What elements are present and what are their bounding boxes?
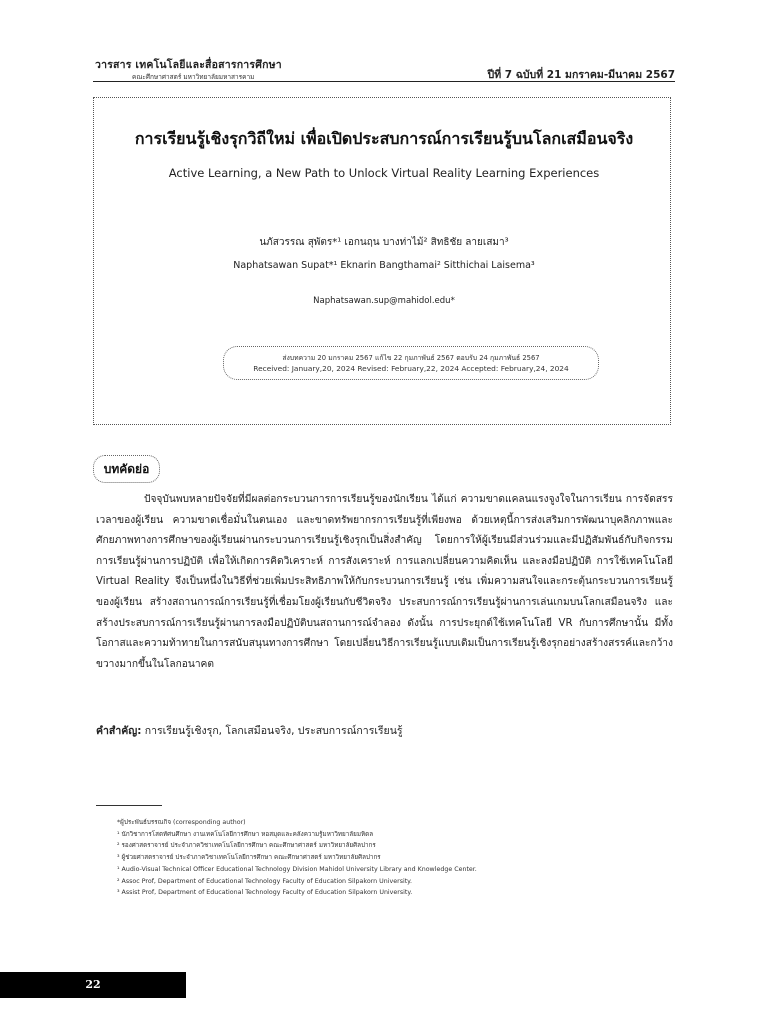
submission-dates-thai: ส่งบทความ 20 มกราคม 2567 แก้ไข 22 กุมภาพันธ์ 2567 ตอบรับ 24 กุมภาพันธ์ 2567 <box>282 354 540 362</box>
abstract-body: ปัจจุบันพบหลายปัจจัยที่มีผลต่อกระบวนการการเรียนรู้ของนักเรียน ได้แก่ ความขาดแคลนแรงจูงใจในการเรียน การจัดสรรเวลาของผู้เรียน ความขาดเชื่อมั่นในตนเอง และขาดทรัพยากรการเรียนรู้ที่เพียงพอ ด้วยเหตุนี้การส่งเสริมการพัฒนาบุคลิกภาพและศักยภาพทางการศึกษาของผู้เรียนผ่านกระบวนการเรียนรู้เชิงรุกเป็นสิ่งสำคัญ โดยการให้ผู้เรียนมีส่วนร่วมและมีปฏิสัมพันธ์กับกิจกรรมการเรียนรู้ผ่านการปฏิบัติ เพื่อให้เกิดการคิดวิเคราะห์ การสังเคราะห์ การแลกเปลี่ยนความคิดเห็น และลงมือปฏิบัติ การใช้เทคโนโลยี Virtual Reality จึงเป็นหนึ่งในวิธีที่ช่วยเพิ่มประสิทธิภาพให้กับกระบวนการเรียนรู้ เช่น เพิ่มความสนใจและกระตุ้นกระบวนการเรียนรู้ของผู้เรียน สร้างสถานการณ์การเรียนรู้ที่เชื่อมโยงผู้เรียนกับชีวิตจริง ประสบการณ์การเรียนรู้ผ่านการเล่นเกมบนโลกเสมือนจริง และสร้างประสบการณ์การเรียนรู้ผ่านการลงมือปฏิบัติบนสถานการณ์จำลอง ดังนั้น การประยุกต์ใช้เทคโนโลยี VR กับการศึกษานั้น มีทั้งโอกาสและความท้าทายในการสนับสนุนทางการศึกษา โดยเปลี่ยนวิธีการเรียนรู้แบบเดิมเป็นการเรียนรู้เชิงรุกอย่างสร้างสรรค์และกว้างขวางมากขึ้นในโลกอนาคต <box>96 494 673 670</box>
journal-name: วารสาร เทคโนโลยีและสื่อสารการศึกษา <box>95 59 282 71</box>
footnotes <box>117 817 657 899</box>
submission-dates-english: Received: January,20, 2024 Revised: February,22, 2024 Accepted: February,24, 2024 <box>253 364 569 373</box>
corresponding-email: Naphatsawan.sup@mahidol.edu* <box>313 296 455 306</box>
article-title-english: Active Learning, a New Path to Unlock Virtual Reality Learning Experiences <box>168 166 600 180</box>
keywords-label: คำสำคัญ: <box>96 725 142 737</box>
page-number: 22 <box>85 978 101 991</box>
authors-english: Naphatsawan Supat*¹ Eknarin Bangthamai² Sitthichai Laisema³ <box>233 260 535 271</box>
footnote-item: *ผู้ประพันธ์บรรณกิจ (corresponding author) <box>117 819 246 826</box>
footnote-item: ² รองศาสตราจารย์ ประจำภาควิชาเทคโนโลยีการศึกษา คณะศึกษาศาสตร์ มหาวิทยาลัยศิลปากร <box>117 842 376 850</box>
abstract-heading: บทคัดย่อ <box>103 462 150 476</box>
header-divider <box>93 81 675 82</box>
footnote-item: ¹ Audio-Visual Technical Officer Educational Technology Division Mahidol University Library and Knowledge Center. <box>117 865 477 873</box>
authors-thai: นภัสวรรณ สุพัตร*¹ เอกนฤน บางท่าไม้² สิทธิชัย ลายเสมา³ <box>259 237 509 248</box>
keywords-list: การเรียนรู้เชิงรุก, โลกเสมือนจริง, ประสบการณ์การเรียนรู้ <box>144 725 403 737</box>
footnote-item: ³ ผู้ช่วยศาสตราจารย์ ประจำภาควิชาเทคโนโลยีการศึกษา คณะศึกษาศาสตร์ มหาวิทยาลัยศิลปากร <box>117 854 381 862</box>
footnote-item: ³ Assist Prof, Department of Educational Technology Faculty of Education Silpakorn University. <box>117 889 413 897</box>
keywords <box>96 722 673 739</box>
faculty-name: คณะศึกษาศาสตร์ มหาวิทยาลัยมหาสารคาม <box>132 73 255 81</box>
footnote-divider <box>96 805 162 806</box>
footnote-item: ² Assoc Prof, Department of Educational Technology Faculty of Education Silpakorn University. <box>117 877 413 885</box>
footnote-item: ¹ นักวิชาการโสตทัศนศึกษา งานเทคโนโลยีการศึกษา หอสมุดและคลังความรู้มหาวิทยาลัยมหิดล <box>117 830 374 838</box>
issue-info: ปีที่ 7 ฉบับที่ 21 มกราคม-มีนาคม 2567 <box>487 69 675 81</box>
article-title-thai: การเรียนรู้เชิงรุกวิถีใหม่ เพื่อเปิดประสบการณ์การเรียนรู้บนโลกเสมือนจริง <box>134 129 634 148</box>
